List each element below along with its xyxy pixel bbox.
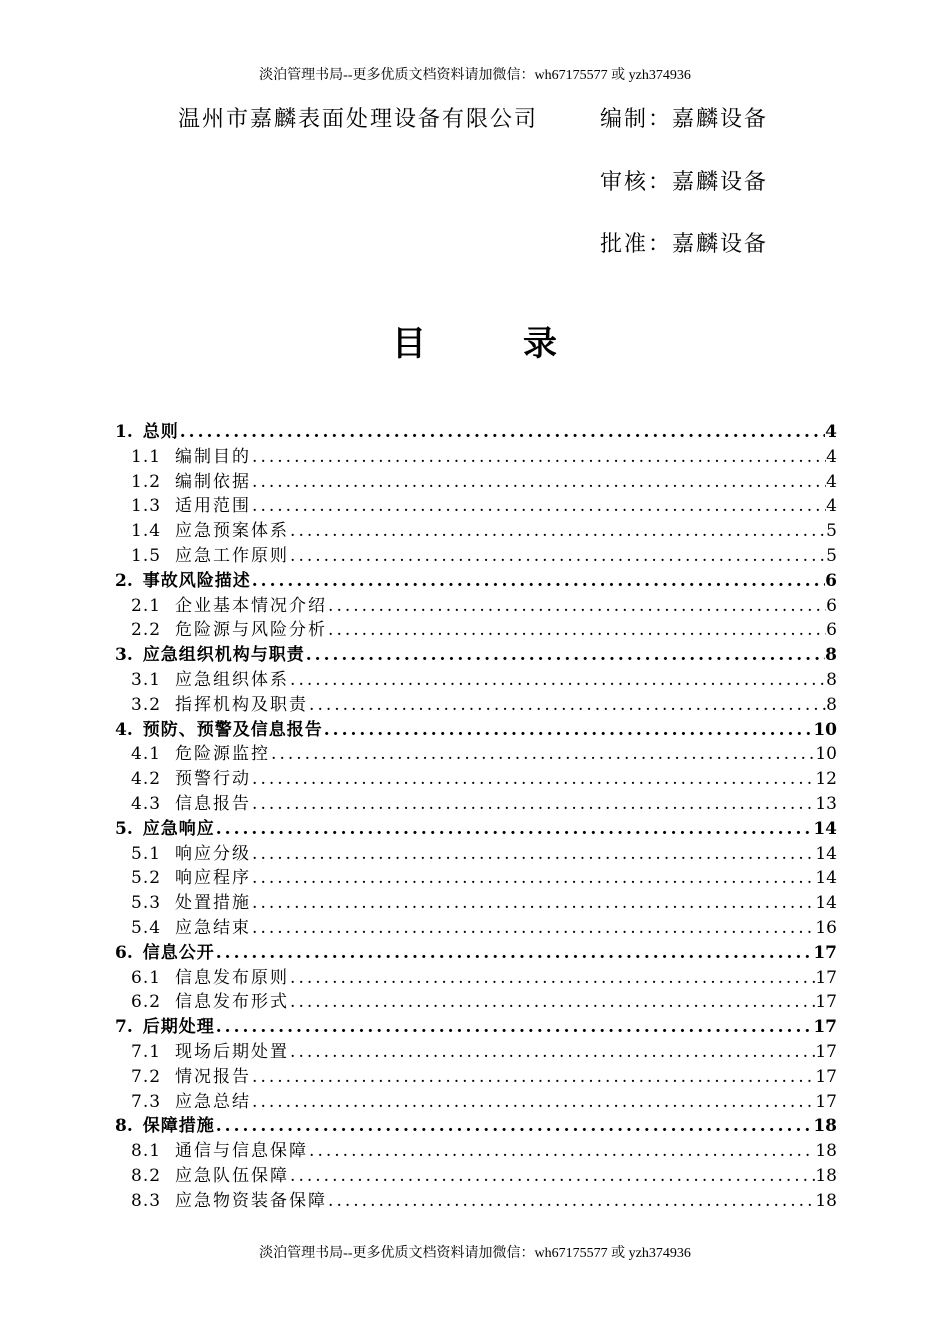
toc-entry-number: 3. — [115, 645, 133, 666]
toc-entry-number: 5.2 — [131, 868, 162, 889]
toc-section-entry[interactable] — [115, 990, 837, 1015]
toc-section-entry[interactable] — [115, 693, 837, 718]
toc-entry-page-number: 5 — [826, 545, 837, 566]
toc-entry-number: 8. — [115, 1116, 133, 1137]
toc-section-entry[interactable] — [115, 891, 837, 916]
toc-section-entry[interactable] — [115, 594, 837, 619]
toc-entry-number: 8.2 — [131, 1165, 162, 1186]
toc-section-entry[interactable] — [115, 668, 837, 693]
toc-entry-page-number: 8 — [826, 694, 837, 715]
toc-entry-number: 3.2 — [131, 694, 162, 715]
toc-entry-number: 6.2 — [131, 992, 162, 1013]
toc-entry-number: 5.1 — [131, 843, 162, 864]
toc-section-entry[interactable] — [115, 767, 837, 792]
toc-entry-page-number: 14 — [815, 893, 837, 914]
toc-section-entry[interactable] — [115, 470, 837, 495]
toc-entry-number: 5.4 — [131, 917, 162, 938]
approval-label: 审核： — [600, 170, 673, 195]
approval-value: 嘉麟设备 — [672, 232, 769, 257]
toc-chapter-entry[interactable] — [115, 1015, 837, 1040]
table-of-contents — [115, 420, 837, 1214]
toc-entry-title: 事故风险描述 — [142, 570, 251, 591]
toc-dot-leader — [252, 494, 826, 519]
toc-dot-leader — [252, 916, 815, 941]
toc-entry-number: 8.3 — [131, 1190, 162, 1211]
toc-chapter-entry[interactable] — [115, 569, 837, 594]
toc-section-entry[interactable] — [115, 1065, 837, 1090]
toc-entry-title: 企业基本情况介绍 — [175, 595, 328, 616]
approval-reviewed-by — [600, 169, 768, 197]
toc-entry-page-number: 17 — [815, 1091, 837, 1112]
toc-entry-page-number: 14 — [813, 818, 837, 839]
toc-dot-leader — [306, 643, 825, 668]
toc-entry-page-number: 4 — [826, 471, 837, 492]
toc-entry-title: 编制目的 — [175, 446, 252, 467]
toc-dot-leader — [290, 519, 826, 544]
toc-entry-page-number: 14 — [815, 843, 837, 864]
toc-section-entry[interactable] — [115, 1040, 837, 1065]
toc-entry-page-number: 18 — [815, 1141, 837, 1162]
toc-entry-page-number: 16 — [815, 917, 837, 938]
toc-section-entry[interactable] — [115, 544, 837, 569]
toc-dot-leader — [271, 742, 815, 767]
toc-entry-number: 5. — [115, 818, 133, 839]
toc-entry-number: 1.5 — [131, 545, 162, 566]
toc-entry-title: 后期处理 — [142, 1017, 215, 1038]
toc-chapter-entry[interactable] — [115, 718, 837, 743]
toc-entry-title: 预警行动 — [175, 769, 252, 790]
toc-chapter-entry[interactable] — [115, 420, 837, 445]
toc-entry-page-number: 6 — [826, 620, 837, 641]
toc-dot-leader — [252, 1090, 815, 1115]
toc-entry-number: 6.1 — [131, 967, 162, 988]
toc-entry-number: 7.1 — [131, 1041, 162, 1062]
toc-entry-page-number: 8 — [825, 645, 837, 666]
toc-section-entry[interactable] — [115, 866, 837, 891]
toc-dot-leader — [252, 445, 826, 470]
toc-dot-leader — [309, 1139, 815, 1164]
toc-entry-page-number: 17 — [815, 967, 837, 988]
toc-entry-number: 1.2 — [131, 471, 162, 492]
approval-compiled-by — [600, 106, 768, 134]
toc-dot-leader — [328, 594, 826, 619]
toc-entry-page-number: 18 — [815, 1165, 837, 1186]
toc-entry-page-number: 4 — [825, 422, 837, 442]
toc-entry-number: 8.1 — [131, 1141, 162, 1162]
toc-entry-title: 应急队伍保障 — [175, 1165, 290, 1186]
toc-entry-page-number: 18 — [815, 1190, 837, 1211]
toc-section-entry[interactable] — [115, 792, 837, 817]
toc-dot-leader — [290, 544, 826, 569]
toc-entry-page-number: 10 — [813, 719, 837, 740]
toc-section-entry[interactable] — [115, 1090, 837, 1115]
toc-entry-page-number: 14 — [815, 868, 837, 889]
toc-chapter-entry[interactable] — [115, 941, 837, 966]
toc-dot-leader — [252, 470, 826, 495]
approval-value: 嘉麟设备 — [672, 170, 769, 195]
toc-entry-title: 危险源与风险分析 — [175, 620, 328, 641]
toc-entry-number: 2. — [115, 570, 133, 591]
toc-dot-leader — [328, 618, 826, 643]
toc-section-entry[interactable] — [115, 519, 837, 544]
toc-entry-title: 应急响应 — [142, 818, 215, 839]
toc-dot-leader — [328, 1189, 815, 1214]
toc-section-entry[interactable] — [115, 1164, 837, 1189]
toc-entry-title: 指挥机构及职责 — [175, 694, 309, 715]
toc-dot-leader — [216, 1015, 814, 1040]
toc-entry-number: 7.2 — [131, 1066, 162, 1087]
toc-entry-title: 总则 — [142, 422, 179, 442]
toc-entry-title: 响应程序 — [175, 868, 252, 889]
toc-entry-number: 4. — [115, 719, 133, 740]
toc-entry-title: 应急组织机构与职责 — [142, 645, 305, 666]
toc-entry-number: 2.2 — [131, 620, 162, 641]
toc-entry-page-number: 6 — [826, 595, 837, 616]
toc-entry-title: 预防、预警及信息报告 — [142, 719, 323, 740]
toc-entry-title: 保障措施 — [142, 1116, 215, 1137]
toc-section-entry[interactable] — [115, 842, 837, 867]
toc-heading — [0, 322, 950, 366]
toc-dot-leader — [252, 767, 815, 792]
toc-dot-leader — [290, 966, 815, 991]
approval-label: 批准： — [600, 232, 673, 257]
toc-entry-title: 应急组织体系 — [175, 669, 290, 690]
toc-dot-leader — [252, 569, 825, 594]
toc-section-entry[interactable] — [115, 494, 837, 519]
toc-dot-leader — [216, 817, 814, 842]
toc-section-entry[interactable] — [115, 445, 837, 470]
toc-entry-title: 现场后期处置 — [175, 1041, 290, 1062]
toc-dot-leader — [309, 693, 826, 718]
toc-entry-number: 7.3 — [131, 1091, 162, 1112]
toc-chapter-entry[interactable] — [115, 643, 837, 668]
toc-section-entry[interactable] — [115, 618, 837, 643]
toc-entry-page-number: 17 — [815, 1066, 837, 1087]
toc-entry-page-number: 18 — [813, 1116, 837, 1137]
toc-dot-leader — [252, 1065, 815, 1090]
toc-entry-page-number: 4 — [826, 496, 837, 517]
toc-entry-title: 情况报告 — [175, 1066, 252, 1087]
toc-entry-number: 7. — [115, 1017, 133, 1038]
toc-section-entry[interactable] — [115, 742, 837, 767]
toc-dot-leader — [252, 792, 815, 817]
toc-entry-number: 1. — [115, 422, 133, 442]
toc-chapter-entry[interactable] — [115, 1114, 837, 1139]
toc-entry-title: 应急工作原则 — [175, 545, 290, 566]
toc-entry-title: 应急预案体系 — [175, 521, 290, 542]
toc-dot-leader — [252, 842, 815, 867]
toc-entry-number: 4.1 — [131, 744, 162, 765]
toc-entry-number: 4.3 — [131, 793, 162, 814]
toc-entry-title: 应急物资装备保障 — [175, 1190, 328, 1211]
toc-entry-title: 信息发布形式 — [175, 992, 290, 1013]
toc-entry-number: 1.3 — [131, 496, 162, 517]
toc-entry-page-number: 17 — [813, 1017, 837, 1038]
approval-value: 嘉麟设备 — [672, 107, 769, 132]
toc-entry-title: 应急结束 — [175, 917, 252, 938]
toc-dot-leader — [290, 990, 815, 1015]
toc-entry-page-number: 5 — [826, 521, 837, 542]
toc-dot-leader — [216, 1114, 814, 1139]
toc-entry-page-number: 4 — [826, 446, 837, 467]
toc-entry-number: 1.4 — [131, 521, 162, 542]
approval-label: 编制： — [600, 107, 673, 132]
toc-section-entry[interactable] — [115, 916, 837, 941]
toc-entry-title: 响应分级 — [175, 843, 252, 864]
toc-entry-page-number: 6 — [825, 570, 837, 591]
toc-entry-title: 应急总结 — [175, 1091, 252, 1112]
toc-chapter-entry[interactable] — [115, 817, 837, 842]
approval-approved-by — [600, 231, 768, 259]
toc-entry-page-number: 10 — [815, 744, 837, 765]
toc-entry-number: 5.3 — [131, 893, 162, 914]
toc-entry-number: 1.1 — [131, 446, 162, 467]
toc-dot-leader — [216, 941, 814, 966]
toc-entry-title: 危险源监控 — [175, 744, 271, 765]
company-name: 温州市嘉麟表面处理设备有限公司 — [178, 107, 539, 132]
toc-entry-title: 处置措施 — [175, 893, 252, 914]
toc-entry-page-number: 8 — [826, 669, 837, 690]
toc-dot-leader — [180, 420, 825, 445]
toc-entry-title: 信息报告 — [175, 793, 252, 814]
toc-entry-page-number: 17 — [815, 1041, 837, 1062]
toc-entry-page-number: 12 — [815, 769, 837, 790]
toc-section-entry[interactable] — [115, 1139, 837, 1164]
toc-entry-page-number: 17 — [813, 942, 837, 963]
header-watermark-text: 淡泊管理书局--更多优质文档资料请加微信：wh67175577 或 yzh374936 — [259, 68, 691, 83]
toc-entry-number: 3.1 — [131, 669, 162, 690]
toc-heading-char: 录 — [523, 324, 557, 364]
toc-dot-leader — [290, 1040, 815, 1065]
toc-dot-leader — [324, 718, 814, 743]
toc-entry-number: 6. — [115, 942, 133, 963]
toc-entry-page-number: 13 — [815, 793, 837, 814]
toc-dot-leader — [252, 891, 815, 916]
footer-watermark-text: 淡泊管理书局--更多优质文档资料请加微信：wh67175577 或 yzh374936 — [259, 1246, 691, 1261]
toc-entry-title: 适用范围 — [175, 496, 252, 517]
toc-entry-page-number: 17 — [815, 992, 837, 1013]
toc-entry-title: 信息发布原则 — [175, 967, 290, 988]
toc-entry-number: 2.1 — [131, 595, 162, 616]
toc-entry-number: 4.2 — [131, 769, 162, 790]
toc-section-entry[interactable] — [115, 1189, 837, 1214]
toc-dot-leader — [252, 866, 815, 891]
toc-entry-title: 通信与信息保障 — [175, 1141, 309, 1162]
toc-section-entry[interactable] — [115, 966, 837, 991]
toc-dot-leader — [290, 668, 826, 693]
toc-entry-title: 信息公开 — [142, 942, 215, 963]
toc-heading-char: 目 — [392, 324, 426, 364]
toc-entry-title: 编制依据 — [175, 471, 252, 492]
toc-dot-leader — [290, 1164, 815, 1189]
